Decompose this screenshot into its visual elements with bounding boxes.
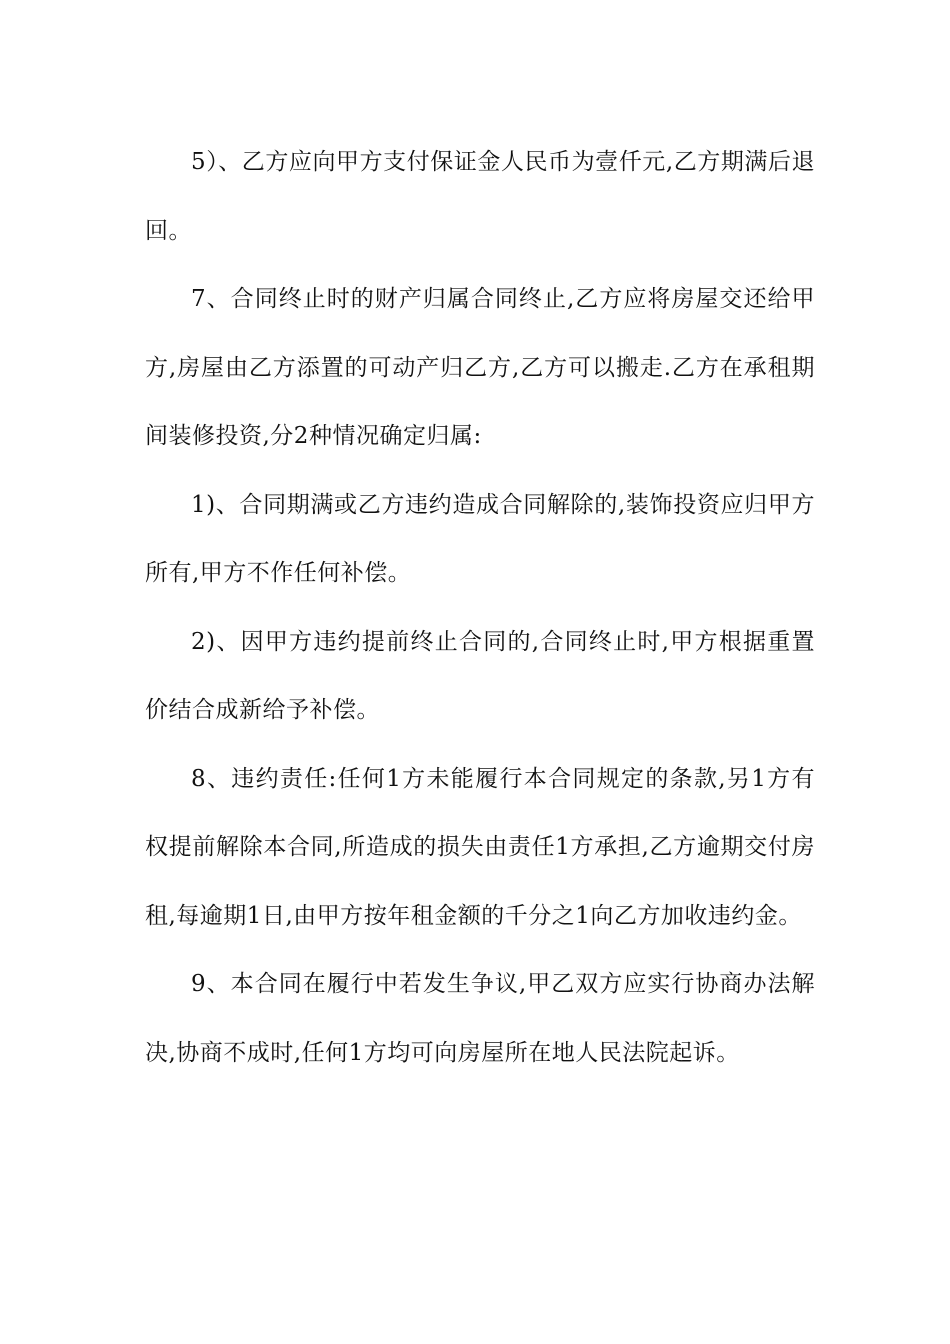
paragraph-breach-liability: 8、违约责任:任何1方未能履行本合同规定的条款,另1方有权提前解除本合同,所造成的损失由责任1方承担,乙方逾期交付房租,每逾期1日,由甲方按年租金额的千分之1向乙方加收违约金。 (145, 765, 815, 929)
paragraph-case-1: 1)、合同期满或乙方违约造成合同解除的,装饰投资应归甲方所有,甲方不作任何补偿。 (145, 491, 815, 586)
contract-text-body (145, 128, 815, 1087)
paragraph-case-2: 2)、因甲方违约提前终止合同的,合同终止时,甲方根据重置价结合成新给予补偿。 (145, 628, 815, 723)
paragraph-dispute-resolution: 9、本合同在履行中若发生争议,甲乙双方应实行协商办法解决,协商不成时,任何1方均可向房屋所在地人民法院起诉。 (145, 971, 815, 1066)
paragraph-property-ownership: 7、合同终止时的财产归属合同终止,乙方应将房屋交还给甲方,房屋由乙方添置的可动产归乙方,乙方可以搬走.乙方在承租期间装修投资,分2种情况确定归属: (145, 286, 815, 449)
paragraph-deposit: 5）、乙方应向甲方支付保证金人民币为壹仟元,乙方期满后退回。 (145, 149, 815, 244)
